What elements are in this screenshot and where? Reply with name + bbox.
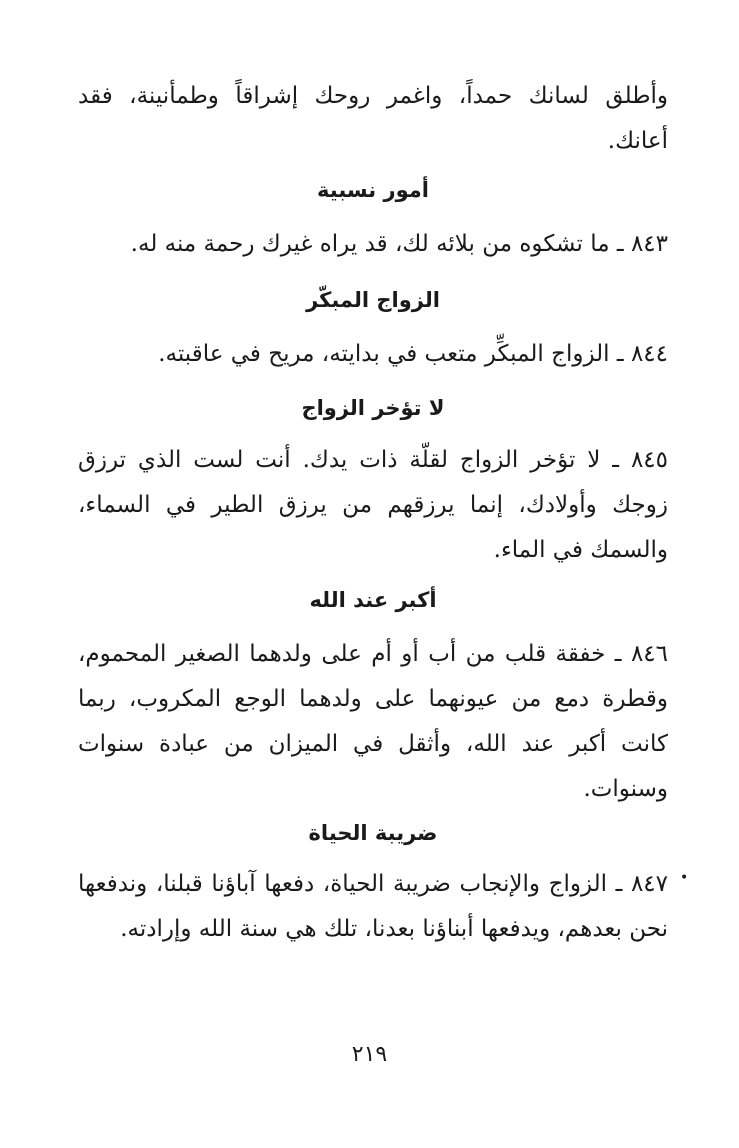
bullet-marker: • bbox=[680, 870, 689, 886]
heading-dont-delay-marriage: لا تؤخر الزواج bbox=[301, 396, 445, 420]
heading-relative-matters: أمور نسبية bbox=[317, 178, 429, 202]
entry-845: ٨٤٥ ـ لا تؤخر الزواج لقلّة ذات يدك. أنت لست الذي ترزق زوجك وأولادك، إنما يرزقهم من يرزق الطير في السماء، والسمك في الماء. bbox=[78, 447, 668, 563]
page-number: ٢١٩ bbox=[351, 1042, 388, 1067]
heading-early-marriage: الزواج المبكّر bbox=[306, 288, 440, 312]
entry-847: ٨٤٧ ـ الزواج والإنجاب ضريبة الحياة، دفعها آباؤنا قبلنا، وندفعها نحن بعدهم، ويدفعها أبناؤنا بعدنا، تلك هي سنة الله وإرادته. bbox=[78, 871, 668, 942]
entry-846: ٨٤٦ ـ خفقة قلب من أب أو أم على ولدهما الصغير المحموم، وقطرة دمع من عيونهما على ولدهما الوجع المكروب، ربما كانت أكبر عند الله، وأثقل في الميزان من عبادة سنوات وسنوات. bbox=[78, 641, 668, 802]
entry-843: ٨٤٣ ـ ما تشكوه من بلائه لك، قد يراه غيرك رحمة منه له. bbox=[130, 231, 668, 257]
heading-greater-with-god: أكبر عند الله bbox=[309, 588, 437, 612]
entry-844: ٨٤٤ ـ الزواج المبكِّر متعب في بدايته، مريح في عاقبته. bbox=[158, 341, 668, 367]
paragraph-continuation: وأطلق لسانك حمداً، واغمر روحك إشراقاً وطمأنينة، فقد أعانك. bbox=[78, 83, 668, 154]
heading-tax-of-life: ضريبة الحياة bbox=[308, 821, 438, 845]
